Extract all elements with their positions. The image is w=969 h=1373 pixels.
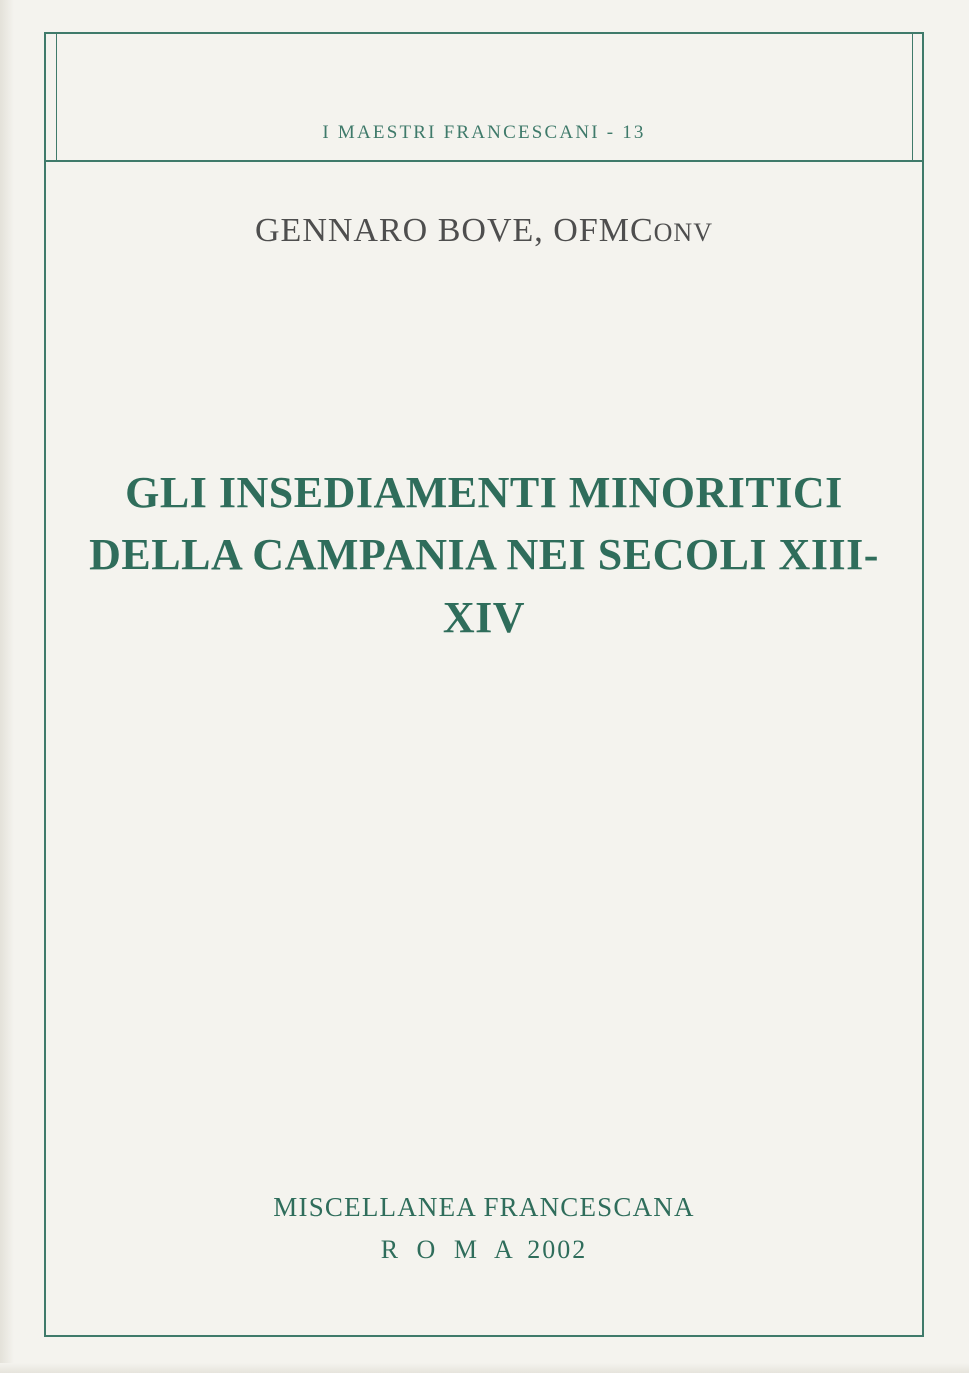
book-title bbox=[74, 462, 894, 649]
publication-place: R O M A bbox=[380, 1235, 519, 1264]
place-and-year bbox=[44, 1235, 924, 1265]
book-title-line-1: GLI INSEDIAMENTI MINORITICI bbox=[125, 468, 843, 517]
book-title-line-2: DELLA CAMPANIA NEI SECOLI XIII-XIV bbox=[89, 530, 879, 642]
author-order-abbrev: OFMC bbox=[553, 212, 654, 249]
publisher-name: MISCELLANEA FRANCESCANA bbox=[273, 1192, 695, 1222]
author-name-text: GENNARO BOVE, bbox=[255, 212, 554, 249]
author-order-abbrev-suffix: ONV bbox=[653, 218, 713, 247]
page-edge-shadow-bottom bbox=[0, 1363, 969, 1373]
page-edge-shadow-left bbox=[0, 0, 14, 1373]
series-title: I MAESTRI FRANCESCANI - 13 bbox=[322, 122, 646, 143]
publication-year: 2002 bbox=[527, 1235, 588, 1264]
author-name bbox=[44, 212, 924, 250]
imprint-block bbox=[44, 1192, 924, 1265]
header-divider-rule bbox=[44, 160, 924, 162]
